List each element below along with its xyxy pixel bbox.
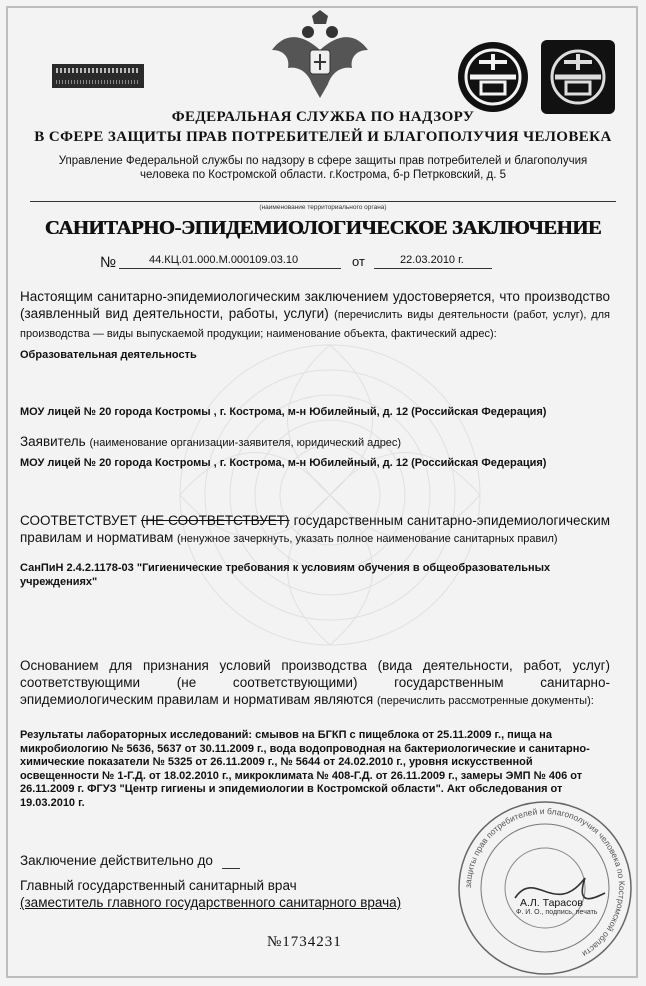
sanitary-norms: СанПиН 2.4.2.1178-03 "Гигиенические требования к условиям обучения в общеобразовательных учреждениях" [20, 562, 551, 588]
conformity-note: (ненужное зачеркнуть, указать полное наименование санитарных правил) [177, 533, 558, 545]
object-address: МОУ лицей № 20 города Костромы , г. Кострома, м-н Юбилейный, д. 12 (Российская Федерация) [20, 406, 547, 418]
applicant-value: МОУ лицей № 20 города Костромы , г. Кострома, м-н Юбилейный, д. 12 (Российская Федерация) [20, 457, 547, 469]
serial-number: №1734231 [267, 934, 342, 950]
valid-until-label: Заключение действительно до [20, 853, 213, 868]
hologram-strip [52, 64, 144, 88]
basis-text: Основанием для признания условий производства (вида деятельности, работ, услуг) соответствующими (не соответствующими) государственным санитарно-эпидемиологическим правилам и нормативам являются [20, 658, 610, 707]
number-label: № [100, 254, 117, 271]
department-line1: Управление Федеральной службы по надзору в сфере защиты прав потребителей и благополучия [58, 155, 588, 167]
department-caption: (наименование территориального органа) [259, 204, 387, 211]
department-underline [30, 201, 616, 202]
certificate-number: 44.КЦ.01.000.М.000109.03.10 [149, 254, 299, 266]
watermark-rosette-icon [170, 330, 490, 660]
basis-note: (перечислить рассмотренные документы): [376, 695, 594, 707]
documents-reviewed: Результаты лабораторных исследований: смывов на БГКП с пищеблока от 25.11.2009 г., пища на микробиологию № 5636, 5637 от 30.11.2009 г., вода водопроводная на бактериологические и санитарно-химические показатели № 5325 от 26.11.2009 г., № 5644 от 24.02.2010 г., уровня искусственной освещенности № 1-Г.Д. от 18.02.2010 г., микроклимата № 408-Г.Д. от 26.11.2009 г., замеры ЭМП № 406 от 26.11.2009 г. ФГУЗ "Центр гигиены и эпидемиологии в Костромской области". Акт обследования от 19.03.2010 г. [20, 729, 590, 809]
applicant-note: (наименование организации-заявителя, юридический адрес) [89, 437, 402, 449]
official-seal-icon [455, 798, 635, 978]
intro-note: (перечислить виды деятельности (работ, услуг), для производства — виды выпускаемой продукции; наименование объекта, фактический адрес): [20, 309, 610, 340]
doctor-title-line1: Главный государственный санитарный врач [20, 878, 297, 893]
territorial-department [0, 154, 646, 182]
intro-paragraph [20, 288, 610, 343]
document-title: САНИТАРНО-ЭПИДЕМИОЛОГИЧЕСКОЕ ЗАКЛЮЧЕНИЕ [44, 217, 602, 239]
signatory-caption: Ф. И. О., подпись, печать [516, 909, 598, 916]
basis-paragraph [20, 657, 610, 710]
emblem-eagle-icon [268, 10, 372, 106]
conformity-text: государственным санитарно-эпидемиологическим правилам и нормативам [20, 513, 610, 545]
agency-title-line2: В СФЕРЕ ЗАЩИТЫ ПРАВ ПОТРЕБИТЕЛЕЙ И БЛАГОПОЛУЧИЯ ЧЕЛОВЕКА [34, 129, 612, 145]
doctor-title-line2: (заместитель главного государственного санитарного врача) [20, 895, 402, 910]
gossanepid-mark-icon [456, 40, 530, 114]
certificate-date: 22.03.2010 г. [400, 254, 464, 266]
date-label: от [352, 254, 365, 269]
seal-text: защиты прав потребителей и благополучия человека по Костромской области [462, 805, 628, 960]
agency-title-line1: ФЕДЕРАЛЬНАЯ СЛУЖБА ПО НАДЗОРУ [171, 109, 475, 125]
conformity-struck: (НЕ СООТВЕТСТВУЕТ) [140, 513, 290, 528]
number-underline [119, 268, 341, 269]
conformity-paragraph [20, 512, 610, 548]
department-line2: человека по Костромской области. г.Кострома, б-р Петрковский, д. 5 [139, 169, 507, 181]
valid-until-underline [222, 868, 240, 869]
signatory-name: А.Л. Тарасов [520, 897, 583, 909]
activity-value: Образовательная деятельность [20, 349, 197, 361]
date-underline [374, 268, 492, 269]
conformity-word: СООТВЕТСТВУЕТ [20, 513, 137, 528]
intro-text: Настоящим санитарно-эпидемиологическим заключением удостоверяется, что производство (заявленный вид деятельности, работы, услуги) [20, 289, 610, 321]
gossanepid-mark-dark-icon [541, 40, 615, 114]
svg-text:защиты прав потребителей и бла [463, 806, 627, 959]
applicant-label: Заявитель [20, 434, 86, 449]
applicant-row [20, 434, 401, 449]
